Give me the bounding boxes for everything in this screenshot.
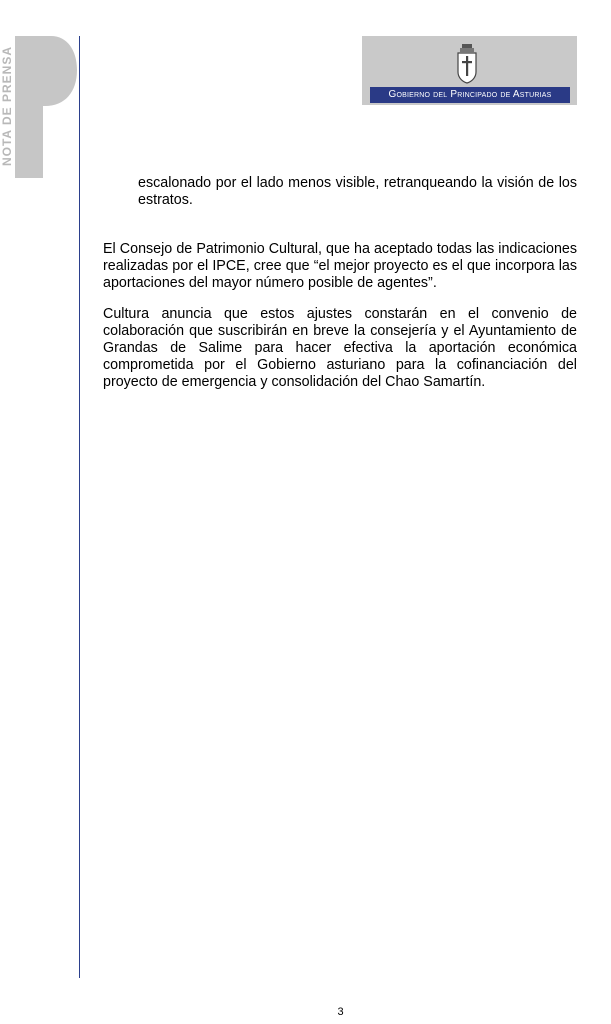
body-paragraph-1: escalonado por el lado menos visible, retranqueando la visión de los estratos. bbox=[138, 175, 577, 208]
body-paragraph-3: Cultura anuncia que estos ajustes constarán en el convenio de colaboración que suscribirán en breve la consejería y el Ayuntamiento de Grandas de Salime para hacer efectiva la aportación económica comprometida por el Gobierno asturiano para la cofinanciación del proyecto de emergencia y consolidación del Chao Samartín. bbox=[103, 306, 577, 390]
press-note-p-logo bbox=[15, 36, 77, 178]
nota-de-prensa-text: NOTA DE PRENSA bbox=[0, 45, 14, 167]
margin-rule bbox=[79, 36, 80, 978]
body-paragraph-2: El Consejo de Patrimonio Cultural, que ha aceptado todas las indicaciones realizadas por el IPCE, cree que “el mejor proyecto es el que incorpora las aportaciones del mayor número posible de agentes”. bbox=[103, 241, 577, 291]
government-name: Gobierno del Principado de Asturias bbox=[370, 87, 570, 103]
government-header bbox=[362, 36, 577, 105]
asturias-crest-icon bbox=[456, 44, 478, 84]
nota-de-prensa-label bbox=[0, 36, 14, 176]
page-number: 3 bbox=[337, 1006, 344, 1018]
